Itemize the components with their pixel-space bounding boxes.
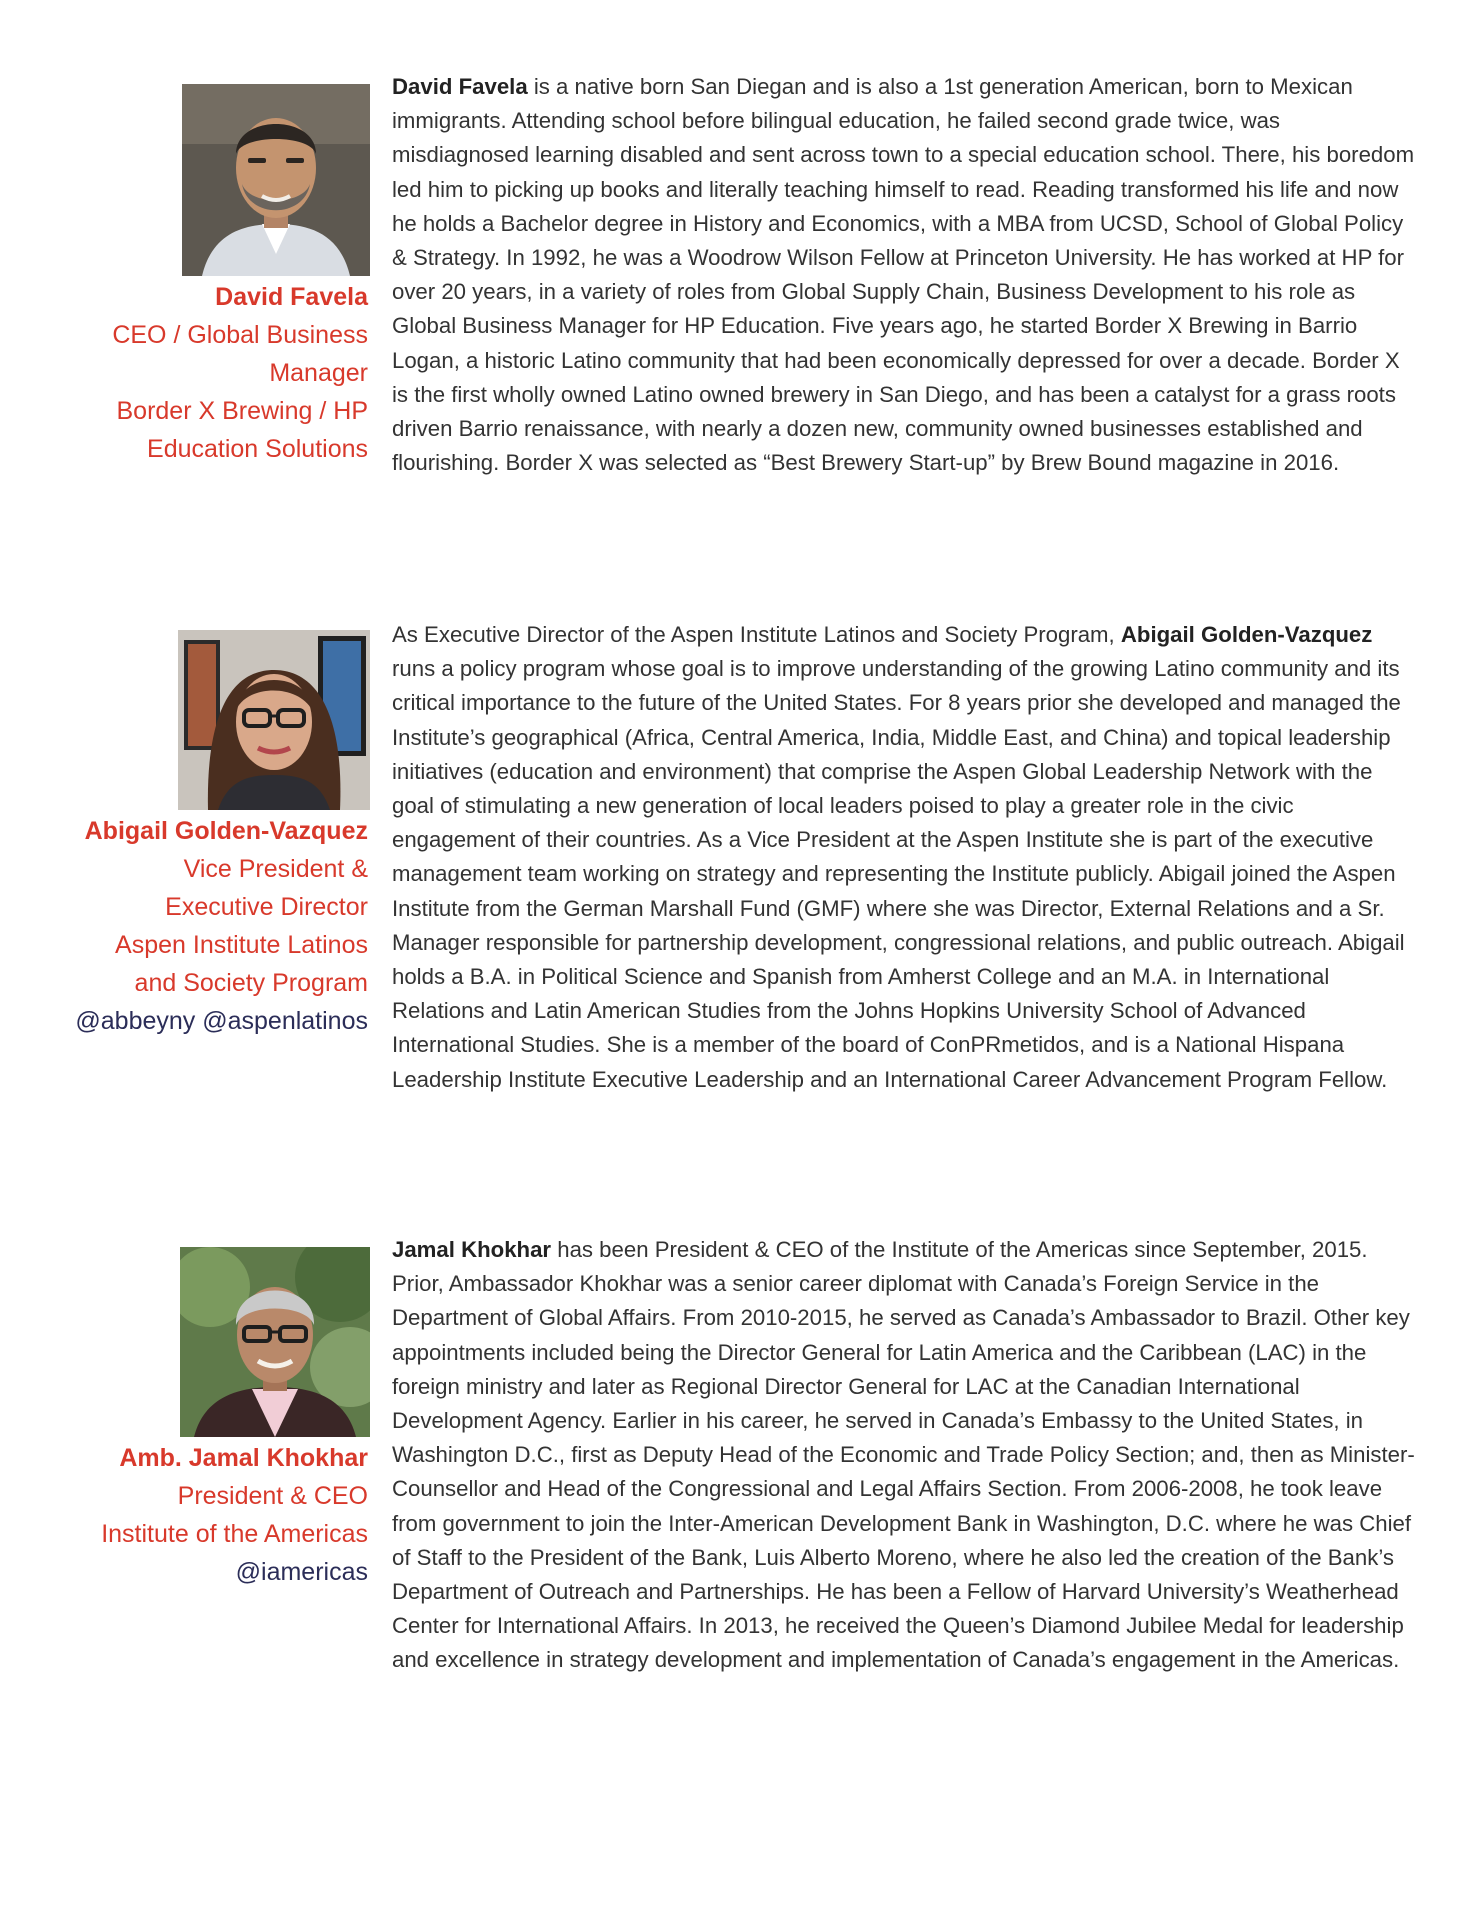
person-title-line: Aspen Institute Latinos <box>115 931 368 959</box>
person-title-line: and Society Program <box>134 969 368 997</box>
person-title-line: Vice President & <box>183 855 368 883</box>
person-title-line: CEO / Global Business <box>112 321 368 349</box>
person-name: David Favela <box>215 283 368 311</box>
person-title-line: Institute of the Americas <box>101 1520 368 1548</box>
caption-abigail-golden-vazquez <box>40 812 368 1040</box>
person-title-line: Education Solutions <box>147 435 368 463</box>
bio-text-name: Jamal Khokhar <box>392 1237 552 1262</box>
social-handle[interactable]: @abbeyny @aspenlatinos <box>75 1007 368 1035</box>
person-title-line: Border X Brewing / HP <box>116 397 368 425</box>
photo-david-favela <box>182 84 370 276</box>
bio-text-body: has been President & CEO of the Institute of the Americas since September, 2015. Prior, Ambassador Khokhar was a senior career diplomat with Canada’s Foreign Service in the Department of Global Affairs. From 2010-2015, he served as Canada’s Ambassador to Brazil. Other key appointments included being the Director General for Latin America and the Caribbean (LAC) in the foreign ministry and later as Regional Director General for LAC at the Canadian International Development Agency. Earlier in his career, he served in Canada’s Embassy to the United States, in Washington D.C., first as Deputy Head of the Economic and Trade Policy Section; and, then as Minister-Counsellor and Head of the Congressional and Legal Affairs Section. From 2006-2008, he took leave from government to join the Inter-American Development Bank in Washington, D.C. where he was Chief of Staff to the President of the Bank, Luis Alberto Moreno, where he also led the creation of the Bank’s Department of Outreach and Partnerships. He has been a Fellow of Harvard University’s Weatherhead Center for International Affairs. In 2013, he received the Queen’s Diamond Jubilee Medal for leadership and excellence in strategy development and implementation of Canada’s engagement in the Americas. <box>392 1237 1415 1673</box>
person-title-line: Manager <box>269 359 368 387</box>
bio-text <box>392 618 1418 1097</box>
caption-jamal-khokhar <box>40 1439 368 1591</box>
person-name: Abigail Golden-Vazquez <box>84 817 368 845</box>
bio-text <box>392 70 1418 480</box>
bio-text-body: runs a policy program whose goal is to improve understanding of the growing Latino community and its critical importance to the future of the United States. For 8 years prior she developed and managed the Institute’s geographical (Africa, Central America, India, Middle East, and China) and topical leadership initiatives (education and environment) that comprise the Aspen Global Leadership Network with the goal of stimulating a new generation of local leaders poised to play a greater role in the civic engagement of their countries. As a Vice President at the Aspen Institute she is part of the executive management team working on strategy and representing the Institute publicly. Abigail joined the Aspen Institute from the German Marshall Fund (GMF) where she was Director, External Relations and a Sr. Manager responsible for partnership development, congressional relations, and public outreach. Abigail holds a B.A. in Political Science and Spanish from Amherst College and an M.A. in International Relations and Latin American Studies from the Johns Hopkins University School of Advanced International Studies. She is a member of the board of ConPRmetidos, and is a National Hispana Leadership Institute Executive Leadership and an International Career Advancement Program Fellow. <box>392 656 1405 1092</box>
bio-text-name: David Favela <box>392 74 528 99</box>
photo-abigail-golden-vazquez <box>178 630 370 810</box>
person-title-line: President & CEO <box>177 1482 368 1510</box>
bio-text <box>392 1233 1418 1678</box>
photo-jamal-khokhar <box>180 1247 370 1437</box>
social-handle[interactable]: @iamericas <box>235 1558 368 1586</box>
bio-text-intro: As Executive Director of the Aspen Institute Latinos and Society Program, <box>392 622 1121 647</box>
caption-david-favela <box>40 278 368 468</box>
person-name: Amb. Jamal Khokhar <box>119 1444 368 1472</box>
person-title-line: Executive Director <box>165 893 368 921</box>
bio-text-body: is a native born San Diegan and is also a 1st generation American, born to Mexican immigrants. Attending school before bilingual education, he failed second grade twice, was misdiagnosed learning disabled and sent across town to a special education school. There, his boredom led him to picking up books and literally teaching himself to read. Reading transformed his life and now he holds a Bachelor degree in History and Economics, with a MBA from UCSD, School of Global Policy & Strategy. In 1992, he was a Woodrow Wilson Fellow at Princeton University. He has worked at HP for over 20 years, in a variety of roles from Global Supply Chain, Business Development to his role as Global Business Manager for HP Education. Five years ago, he started Border X Brewing in Barrio Logan, a historic Latino community that had been economically depressed for over a decade. Border X is the first wholly owned Latino owned brewery in San Diego, and has been a catalyst for a grass roots driven Barrio renaissance, with nearly a dozen new, community owned businesses established and flourishing. Border X was selected as “Best Brewery Start-up” by Brew Bound magazine in 2016. <box>392 74 1415 476</box>
bio-text-name: Abigail Golden-Vazquez <box>1120 622 1373 647</box>
